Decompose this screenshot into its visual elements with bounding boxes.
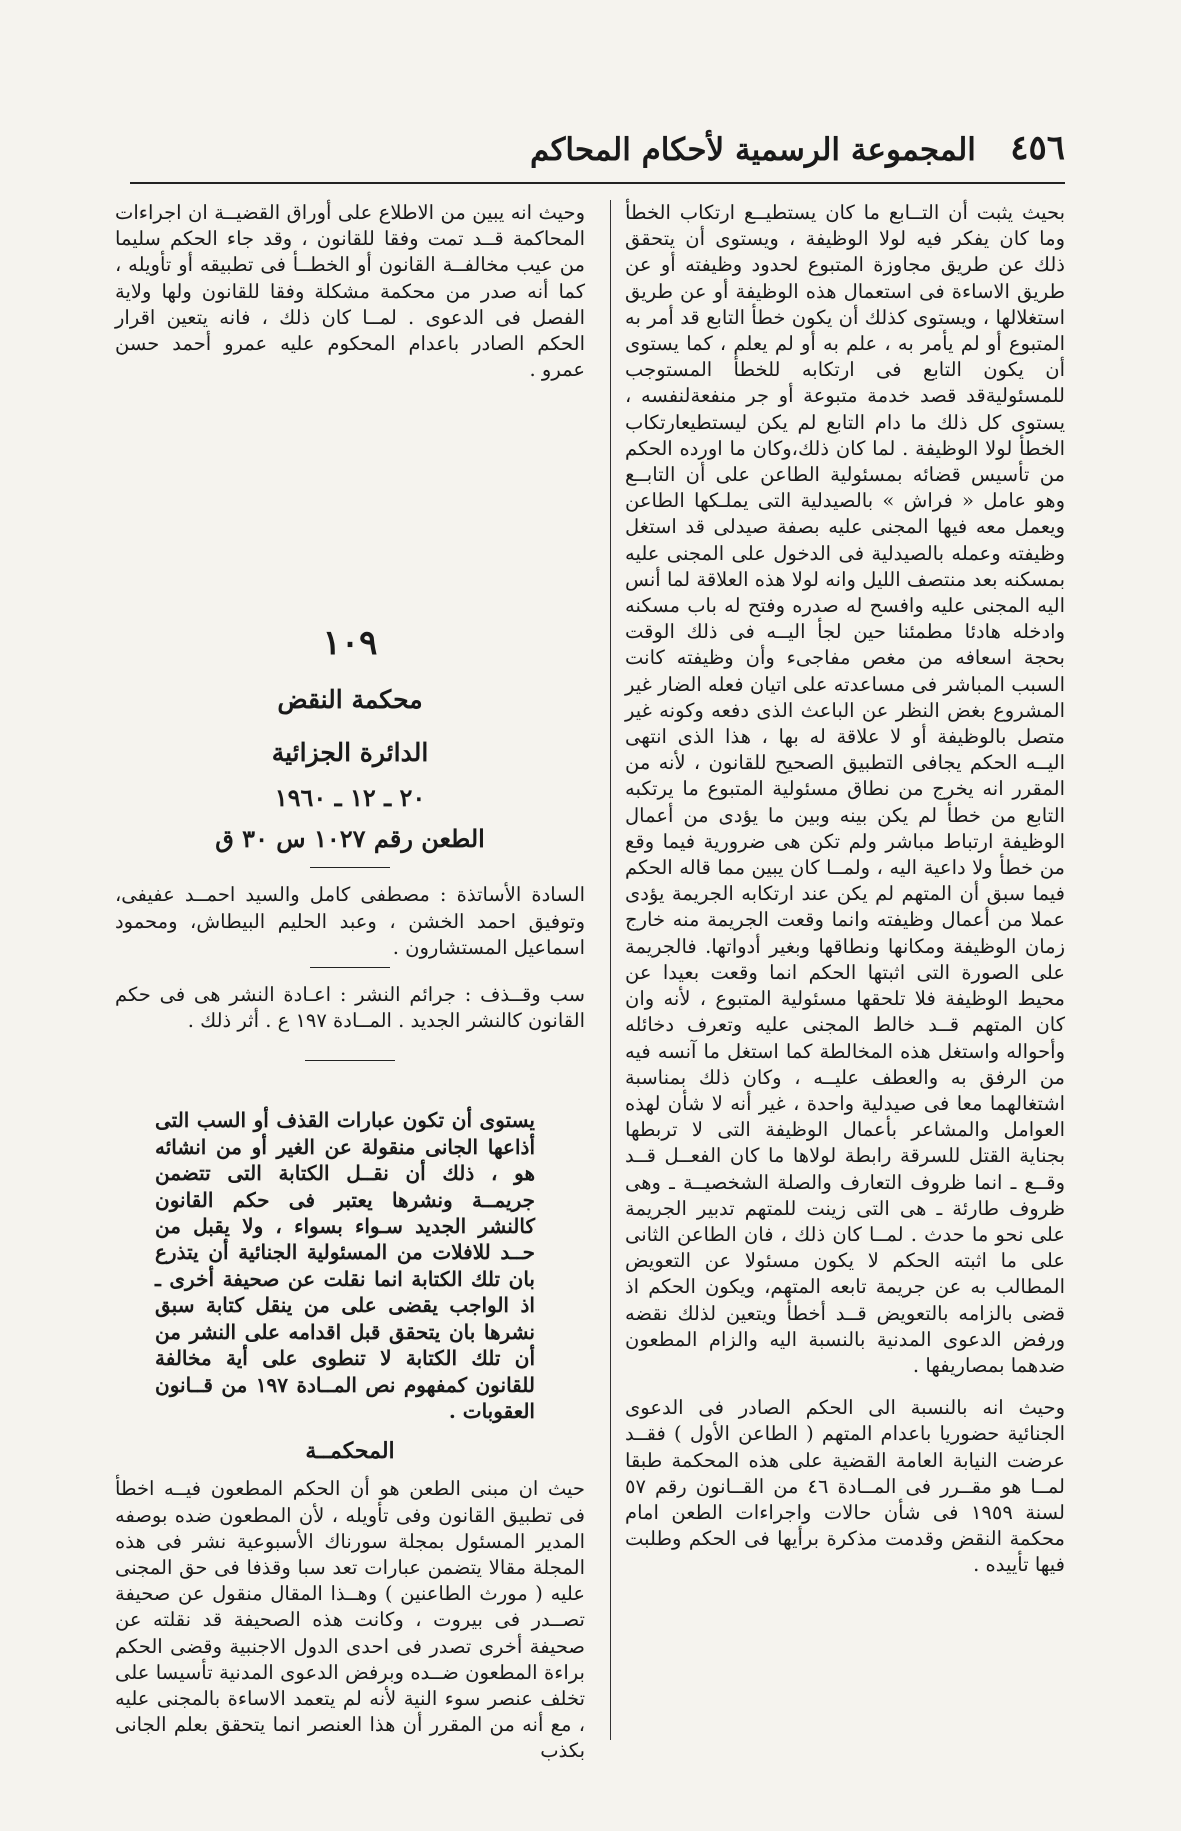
right-paragraph-2: وحيث انه بالنسبة الى الحكم الصادر فى الدعوى الجنائية حضوريا باعدام المتهم ( الطاعن الأول ) فقــد عرضت النيابة العامة القضية على هذه المحكمة طبقا لمــا هو مقــرر فى المــادة ٤٦ من القــانون رقم ٥٧ لسنة ١٩٥٩ فى شأن حالات واجراءات الطعن امام محكمة النقض وقدمت مذكرة برأيها فى الحكم وطلبت فيها تأييده . <box>625 1396 1066 1577</box>
running-title: المجموعة الرسمية لأحكام المحاكم <box>530 132 976 168</box>
opening-paragraph: وحيث انه يبين من الاطلاع على أوراق القضيــة ان اجراءات المحاكمة قــد تمت وفقا للقانون ، وقد جاء الحكم سليما من عيب مخالفــة القانون أو الخطــأ فى تطبيقه أو تأويله ، كما أنه صدر من محكمة مشكلة وفقا للقانون ولها ولاية الفصل فى الدعوى . لمــا كان ذلك ، فانه يتعين اقرار الحكم الصادر باعدام المحكوم عليه عمرو أحمد حسن عمرو . <box>115 201 585 382</box>
column-divider <box>610 200 611 1740</box>
divider-rule <box>310 867 390 868</box>
judgment-date: ٢٠ ـ ١٢ ـ ١٩٦٠ <box>274 783 426 813</box>
ruling-paragraph: حيث ان مبنى الطعن هو أن الحكم المطعون فيــه اخطأ فى تطبيق القانون وفى تأويله ، لأن المطعون ضده بوصفه المدير المسئول بمجلة سورناك الأسبوعية نشر فى هذه المجلة مقالا يتضمن عبارات تعد سبا وقذفا فى حق المجنى عليه ( مورث الطاعنين ) وهــذا المقال منقول عن صحيفة تصــدر فى بيروت ، وكانت هذه الصحيفة قد نقلته عن صحيفة أخرى تصدر فى احدى الدول الاجنبية وقضى الحكم براءة المطعون ضــده وبرفض الدعوى المدنية تأسيسا على تخلف عنصر سوء النية لأنه لم يتعمد الاساءة بالمجنى عليه ، مع أنه من المقرر أن هذا العنصر انما يتحقق بعلم الجانى بكذب <box>115 1477 585 1763</box>
court-name: محكمة النقض <box>277 685 423 715</box>
right-column <box>625 200 1065 1579</box>
left-column <box>115 200 585 1765</box>
case-number: ١٠٩ <box>322 623 378 664</box>
page-header <box>130 128 1065 168</box>
judges-panel: السادة الأساتذة : مصطفى كامل والسيد احمــد عفيفى، وتوفيق احمد الخشن ، وعبد الحليم البيطاش، ومحمود اسماعيل المستشارون . <box>115 883 585 959</box>
legal-summary: يستوى أن تكون عبارات القذف أو السب التى أذاعها الجانى منقولة عن الغير أو من انشائه هو ، ذلك أن نقــل الكتابة التى تتضمن جريمــة ونشرها يعتبر فى حكم القانون كالنشر الجديد سـواء بسواء ، ولا يقبل من حــد للافلات من المسئولية الجنائية أن يتذرع بان تلك الكتابة انما نقلت عن صحيفة أخرى ـ اذ الواجب يقضى على من ينقل كتابة سبق نشرها بان يتحقق قبل اقدامه على النشر من أن تلك الكتابة لا تنطوى على أية مخالفة للقانون كمفهوم نص المــادة ١٩٧ من قــانون العقوبات . <box>155 1108 535 1423</box>
ruling-heading: المحكمــة <box>305 1438 395 1465</box>
divider-rule <box>305 1060 395 1061</box>
appeal-number: الطعن رقم ١٠٢٧ س ٣٠ ق <box>215 824 485 854</box>
right-paragraph-1: بحيث يثبت أن التــابع ما كان يستطيــع ارتكاب الخطأ وما كان يفكر فيه لولا الوظيفة ، ويستوى أن يتحقق ذلك عن طريق مجاوزة المتبوع لحدود وظيفته أو عن طريق الاساءة فى استعمال هذه الوظيفة أو عن طريق استغلالها ، ويستوى كذلك أن يكون خطأ التابع قد أمر به المتبوع أو لم يأمر به ، علم به أو لم يعلم ، كما يستوى أن يكون التابع فى ارتكابه للخطأ المستوجب للمسئوليةقد قصد خدمة متبوعة أو جر منفعةلنفسه ، يستوى كل ذلك ما دام التابع لم يكن ليستطيعارتكاب الخطأ لولا الوظيفة . لما كان ذلك،وكان ما اورده الحكم من تأسيس قضائه بمسئولية الطاعن على أن التابــع وهو عامل « فراش » بالصيدلية التى يملـكها الطاعن ويعمل معه فيها المجنى عليه بصفة صيدلى قد استغل وظيفته وعمله بالصيدلية فى الدخول على المجنى عليه بمسكنه بعد منتصف الليل وانه لولا هذه العلاقة لما أنس اليه المجنى عليه وافسح له صدره وفتح له باب مسكنه وادخله هادئا مطمئنا حين لجأ اليــه فى ذلك الوقت بحجة اسعافه من مغص مفاجىء وأن وظيفته كانت السبب المباشر فى مساعدته على اتيان فعله الضار غير المشروع بغض النظر عن الباعث الذى دفعه وكونه غير متصل بالوظيفة أو لا علاقة له بها ، هذا الذى انتهى اليــه الحكم يجافى التطبيق الصحيح للقانون ، لأنه من المقرر انه يخرج من نطاق مسئولية المتبوع ما يرتكبه التابع من خطأ لم يكن بينه وبين ما يؤدى من أعمال الوظيفة ارتباط مباشر ولم تكن هى ضرورية فيما وقع من خطأ ولا داعية اليه ، ولمــا كان يبين مما قاله الحكم فيما سبق أن المتهم لم يكن عند ارتكابه الجريمة يؤدى عملا من أعمال وظيفته وانما وقعت الجريمة منه خارج زمان الوظيفة ومكانها ونطاقها وبغير أدواتها. فالجريمة على الصورة التى اثبتها الحكم انما وقعت بعيدا عن محيط الوظيفة فلا تلحقها مسئولية المتبوع ، لأنه وان كان المتهم قــد خالط المجنى عليه وتعرف دخائله وأحواله واستغل هذه المخالطة كما استغل ما آنسه فيه من الرفق به والعطف عليــه ، وكان ذلك بمناسبة اشتغالهما معا فى صيدلية واحدة ، غير أنه لا شأن لهذه العوامل والمشاعر بأعمال الوظيفة التى لا تربطها بجناية القتل للسرقة رابطة لولاها ما كان الفعــل قــد وقــع ـ انما ظروف التعارف والصلة الشخصيــة ـ وهى ظروف طارئة ـ هى التى زينت للمتهم تدبير الجريمة على نحو ما حدث . لمــا كان ذلك ، فان الطاعن الثانى على ما اثبته الحكم لا يكون مسئولا عن التعويض المطالب به عن جريمة تابعه المتهم، ويكون الحكم اذ قضى بالزامه بالتعويض قــد أخطأ ويتعين لذلك نقضه ورفض الدعوى المدنية بالنسبة اليه والزام المطعون ضدهما بمصاريفها . <box>625 201 1065 1377</box>
circuit-name: الدائرة الجزائية <box>271 738 429 768</box>
page-number: ٤٥٦ <box>1010 128 1065 168</box>
header-rule <box>130 182 1065 184</box>
divider-rule <box>310 967 390 968</box>
case-subject: سب وقــذف : جرائم النشر : اعـادة النشر هى فى حكم القانون كالنشر الجديد . المــادة ١٩٧ ع . أثر ذلك . <box>115 983 585 1033</box>
